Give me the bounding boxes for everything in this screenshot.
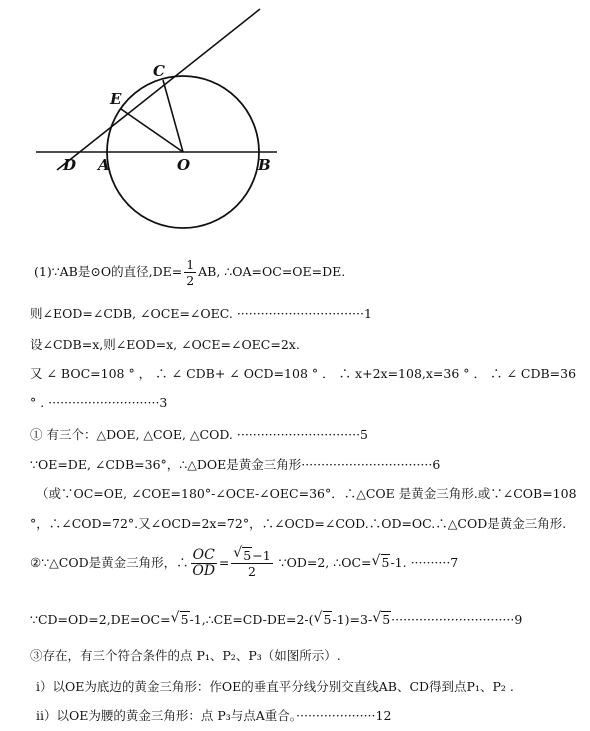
sqrt-five: √ 5 [371, 553, 390, 570]
line-11-mid2: -1)=3- [332, 612, 373, 627]
line-11-pre: ∵CD=OD=2,DE=OC= [30, 612, 171, 627]
fraction-oc: OC [192, 547, 215, 563]
equals-sign: = [218, 555, 230, 570]
fraction-golden-num [231, 545, 272, 564]
sqrt-five: √ 5 [233, 545, 252, 563]
solution-line-7: ∵OE=DE, ∠CDB=36°，∴△DOE是黄金三角形·································6 [30, 457, 441, 472]
label-a: A [98, 156, 110, 174]
fraction-golden-tail: −1 [252, 548, 271, 563]
solution-line-6: ① 有三个：△DOE, △COE, △COD. ·······························5 [30, 427, 369, 442]
fraction-golden-den: 2 [248, 564, 256, 579]
solution-line-2: 则∠EOD=∠CDB, ∠OCE=∠OEC. ································1 [30, 306, 372, 321]
label-d: D [63, 156, 77, 174]
line-10-pre: ②∵△COD是黄金三角形，∴ [30, 555, 189, 570]
solution-line-8: （或∵OC=OE, ∠COE=180°-∠OCE-∠OEC=36°．∴△COE 是黄金三角形.或∵∠COB=108 [36, 486, 577, 501]
geometry-figure [0, 0, 590, 240]
radicand: 5 [323, 612, 332, 627]
line-10-mid: ∵OD=2, ∴OC= [274, 555, 372, 570]
line-11-mid: -1,∴CE=CD-DE=2-( [189, 612, 314, 627]
fraction-num: 1 [186, 257, 195, 272]
radicand: 5 [382, 612, 391, 627]
label-b: B [258, 156, 271, 174]
segment-oe [121, 109, 183, 152]
radicand: 5 [180, 612, 189, 627]
segment-oc [163, 80, 183, 152]
line-11-post: ·······························9 [391, 612, 523, 627]
fraction-golden [231, 545, 272, 579]
solution-line-4: 又 ∠ BOC=108 ° ， ∴ ∠ CDB+ ∠ OCD=108 ° ． ∴ x+2x=108,x=36 ° ． ∴ ∠ CDB=36 [30, 366, 577, 381]
radicand: 5 [381, 555, 390, 570]
label-e: E [110, 90, 122, 108]
solution-line-3: 设∠CDB=x,则∠EOD=x, ∠OCE=∠OEC=2x. [30, 337, 300, 352]
solution-line-10 [30, 545, 459, 579]
solution-line-1 [34, 257, 345, 288]
sqrt-five: √ 5 [313, 610, 332, 627]
label-c: C [153, 62, 165, 80]
sqrt-five: √ 5 [170, 610, 189, 627]
fraction-den: 2 [186, 273, 195, 288]
line-10-post: -1. ··········7 [390, 555, 459, 570]
solution-line-14: ⅱ）以OE为腰的黄金三角形：点 P₃与点A重合。····················12 [36, 708, 392, 723]
label-o: O [177, 156, 191, 174]
fraction-od: OD [192, 563, 216, 579]
fraction-one-half [184, 257, 196, 288]
radicand: 5 [243, 548, 252, 563]
solution-line-12: ③存在，有三个符合条件的点 P₁、P₂、P₃（如图所示）. [30, 648, 341, 663]
line-1-post: AB, ∴OA=OC=OE=DE. [198, 264, 346, 279]
solution-line-11 [30, 612, 522, 628]
sqrt-five: √ 5 [372, 610, 391, 627]
solution-line-13: ⅰ）以OE为底边的黄金三角形：作OE的垂直平分线分别交直线AB、CD得到点P₁、P₂ . [36, 679, 514, 694]
line-1-pre: (1)∵AB是⊙O的直径,DE= [34, 264, 183, 279]
solution-line-9: °，∴∠COD=72°.又∠OCD=2x=72°，∴∠OCD=∠COD.∴OD=OC.∴△COD是黄金三角形. [30, 516, 567, 531]
solution-line-5: ° . ····························3 [30, 395, 168, 410]
line-dc [57, 9, 260, 170]
fraction-oc-od [191, 548, 217, 579]
